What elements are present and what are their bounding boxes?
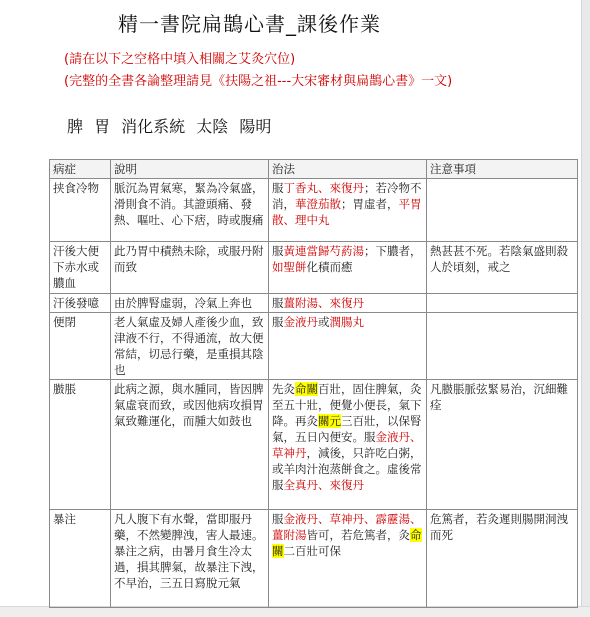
document-title: 精一書院扁鵲心書_課後作業: [118, 12, 381, 36]
treatment-text: 服: [272, 181, 284, 195]
description-cell: 由於脾腎虛弱，冷氣上奔也: [111, 294, 269, 313]
disease-cell: 挟食冷物: [50, 179, 111, 242]
treatment-text: 化積而癒: [306, 260, 353, 274]
table-row: [50, 510, 578, 608]
notes-cell: 危篤者，若灸遲則腸開洞洩而死: [427, 510, 578, 608]
treatment-text: 或: [318, 315, 330, 329]
instruction-note: (請在以下之空格中填入相關之艾灸穴位): [64, 52, 296, 67]
treatment-text: ，減後，只許吃白粥，或羊肉汁泡蒸餅食之。虛後常服: [272, 446, 422, 492]
remedy-text: 如聖餅: [272, 260, 307, 274]
description-cell: 此乃胃中積熱未除，或服丹附而致: [111, 242, 269, 294]
table-row: [50, 294, 578, 313]
acupoint-answer-field[interactable]: 命關: [295, 382, 318, 396]
remedy-text: 金液丹: [283, 315, 318, 329]
remedy-text: 薑附湯、來復丹: [283, 296, 364, 310]
notes-cell: [427, 179, 578, 242]
description-cell: 凡人腹下有水聲，當即服丹藥，不然變脾洩，害人最速。暴注之病，由暑月食生冷太過，損其脾氣，故暴注下洩，不早治，三五日寫脫元氣: [111, 510, 269, 608]
treatment-cell: [269, 510, 427, 608]
disease-cell: 臌脹: [50, 380, 111, 510]
treatment-text: ；下膿者，: [364, 244, 422, 258]
disease-cell: 汗後發噫: [50, 294, 111, 313]
disease-cell: 暴注: [50, 510, 111, 608]
remedy-text: 華澄茄散: [295, 197, 341, 211]
treatment-cell: [269, 294, 427, 313]
notes-cell: 熱甚甚不死。若陰氣盛則殺人於頃刻，戒之: [427, 242, 578, 294]
table-row: [50, 380, 578, 510]
treatment-text: 百壯，固住脾氣，灸至五十壯，便覺小便長，氣下降。再灸: [272, 382, 422, 428]
header-description: 說明: [111, 160, 269, 179]
notes-cell: [427, 294, 578, 313]
remedy-text: 金液丹、草神丹: [272, 430, 422, 460]
table-row: [50, 313, 578, 380]
treatment-text: 服: [272, 244, 284, 258]
table-row: [50, 179, 578, 242]
header-treatment: 治法: [269, 160, 427, 179]
header-notes: 注意事項: [427, 160, 578, 179]
section-heading: 脾 胃 消化系統 太陰 陽明: [67, 117, 272, 136]
treatment-cell: [269, 380, 427, 510]
acupoint-answer-field[interactable]: 命關: [272, 528, 422, 558]
table-header-row: [50, 160, 578, 179]
description-cell: 脈沉為胃氣寒，緊為冷氣盛，滑則食不消。其證頭痛、發熱、嘔吐、心下痞，時或腹痛: [111, 179, 269, 242]
treatment-text: 先灸: [272, 382, 295, 396]
reference-note: (完整的全書各論整理請見《扶陽之祖---大宋審材與扁鵲心書》一文): [64, 74, 453, 89]
treatment-text: 皆可，若危篤者，灸: [306, 528, 410, 542]
vertical-scrollbar[interactable]: [581, 0, 590, 617]
treatment-text: 服: [272, 296, 284, 310]
remedy-text: 平胃散、理中丸: [272, 197, 422, 227]
acupoint-answer-field[interactable]: 關元: [318, 414, 341, 428]
treatment-text: 服: [272, 315, 284, 329]
treatment-text: 二百壯可保: [283, 544, 341, 558]
treatment-text: ；胃虛者，: [341, 197, 399, 211]
notes-cell: [427, 313, 578, 380]
remedy-text: 全真丹、來復丹: [283, 478, 364, 492]
treatment-text: ；若冷物不消，: [272, 181, 422, 211]
treatment-cell: [269, 313, 427, 380]
header-disease: 病症: [50, 160, 111, 179]
remedy-text: 金液丹、草神丹、霹靂湯、薑附湯: [272, 512, 422, 542]
treatment-text: 三百壯，以保腎氣，五日內便安。服: [272, 414, 422, 444]
treatment-cell: [269, 179, 427, 242]
treatment-text: 服: [272, 512, 284, 526]
disease-cell: 汗後大便下赤水或膿血: [50, 242, 111, 294]
description-cell: 老人氣虛及婦人產後少血，致津液不行，不得通流，故大便常結，切忌行藥，是重損其陰也: [111, 313, 269, 380]
remedy-text: 黃連當歸芍葯湯: [283, 244, 364, 258]
remedy-text: 丁香丸、來復丹: [283, 181, 364, 195]
disease-cell: 便閉: [50, 313, 111, 380]
syndrome-table: [49, 159, 578, 608]
remedy-text: 潤腸丸: [329, 315, 364, 329]
table-row: [50, 242, 578, 294]
treatment-cell: [269, 242, 427, 294]
notes-cell: 凡臌脹脈弦緊易治，沉細難痊: [427, 380, 578, 510]
description-cell: 此病之源，與水腫同，皆因脾氣虛衰而致，或因他病攻損胃氣致難運化，而腫大如鼓也: [111, 380, 269, 510]
